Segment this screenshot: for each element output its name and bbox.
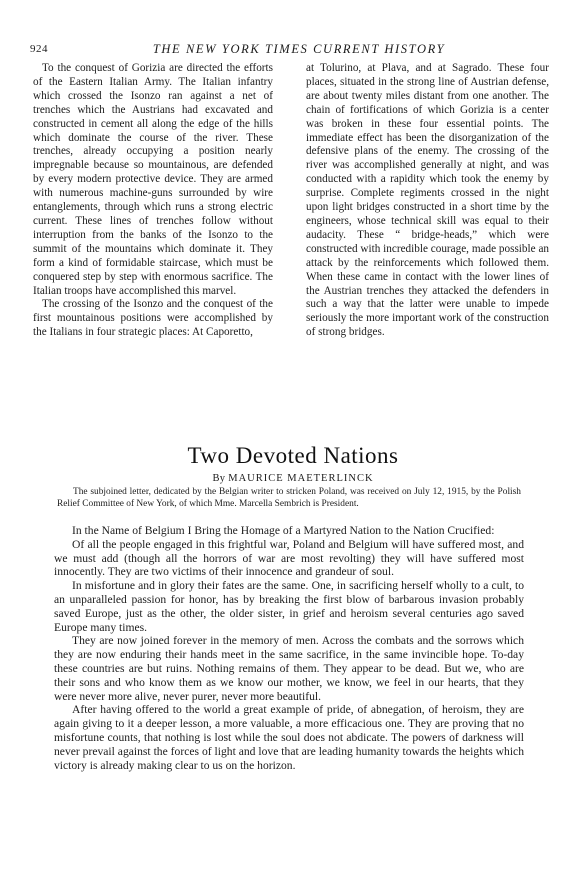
intro-note-text: The subjoined letter, dedicated by the Belgian writer to stricken Poland, was received on July 12, 1915, by the Polish Relief Committee of New York, of which Mme. Marcella Sembrich is President. [57, 487, 521, 509]
letter-paragraph-5: After having offered to the world a great example of pride, of abnegation, of heroism, they are again giving to it a deeper lesson, a more valuable, a more efficacious one. They are proving that no misfortune counts, that nothing is lost while the soul does not abdicate. The powers of darkness will never prevail against the forces of light and love that are leading humanity towards the heights which victory is already making clear to us on the horizon. [54, 703, 524, 772]
letter-paragraph-4: They are now joined forever in the memory of men. Across the combats and the sorrows which they are now enduring their hands meet in the same sacrifice, in the same invincible hope. To-day these countries are but ruins. Nothing remains of them. They appear to be dead. But we, who are their sons and who know them as we know our mother, we know, we feel in our hearts, that they were never more alive, never purer, never more beautiful. [54, 634, 524, 703]
left-column-paragraph-2: The crossing of the Isonzo and the conquest of the first mountainous positions were accomplished by the Italians in four strategic places: At Caporetto, [33, 298, 273, 339]
byline-prefix: By [212, 473, 226, 484]
article-title: Two Devoted Nations [187, 443, 399, 468]
letter-body [54, 524, 524, 772]
byline [0, 472, 586, 485]
running-title: THE NEW YORK TIMES CURRENT HISTORY [152, 42, 446, 56]
letter-paragraph-3: In misfortune and in glory their fates are the same. One, in sacrificing herself wholly to a cult, to an unparalleled passion for honor, has by breaking the first blow of barbarous invasion probably saved Europe, just as the other, the older sister, in grief and heroism several centuries ago saved Europe many times. [54, 579, 524, 634]
author-name: MAURICE MAETERLINCK [228, 473, 374, 484]
right-column-paragraph-1: at Tolurino, at Plava, and at Sagrado. These four places, situated in the strong line of Austrian defense, are about twenty miles distant from one another. The chain of fortifications of which Gorizia is a center was broken in these four essential points. The immediate effect has been the disorganization of the defensive plans of the enemy. The crossing of the river was accomplished generally at night, and was conducted with a rapidity which took the enemy by surprise. Complete regiments crossed in the night upon light bridges constructed in a short time by the engineers, whose technical skill was equal to their audacity. These “ bridge-heads,” which were constructed with incredible courage, made possible an attack by the reinforcements which followed them. When these came in contact with the lower lines of the Austrian trenches they attacked the defenders in such a way that the latter were unable to impede seriously the more important work of the construction of strong bridges. [306, 62, 549, 339]
letter-paragraph-1: In the Name of Belgium I Bring the Homage of a Martyred Nation to the Nation Crucified: [72, 524, 495, 537]
page-number: 924 [30, 43, 48, 55]
running-head [30, 41, 540, 57]
right-column [306, 62, 549, 340]
letter-paragraph-2: Of all the people engaged in this frightful war, Poland and Belgium will have suffered most, and we must add (though all the horrors of war are most revolting) they will have suffered most innocently. They are two victims of their innocence and grandeur of soul. [54, 537, 524, 579]
left-column-paragraph-1: To the conquest of Gorizia are directed the efforts of the Eastern Italian Army. The Italian infantry which crossed the Isonzo ran against a net of trenches which the Austrians had excavated and constructed in cement all along the edge of the hills which dominate the course of the river. These trenches, already occupying a position nearly impregnable because so mountainous, are defended by every modern protective device. They are armed with numerous machine-guns surrounded by wire entanglements, through which runs a strong electric current. These lines of trenches follow without interruption from the banks of the Isonzo to the summit of the mountains which dominate it. They form a kind of formidable staircase, which must be conquered step by step with enormous sacrifice. The Italian troops have accomplished this marvel. [33, 62, 273, 297]
left-column [33, 62, 273, 340]
intro-note [57, 487, 521, 510]
